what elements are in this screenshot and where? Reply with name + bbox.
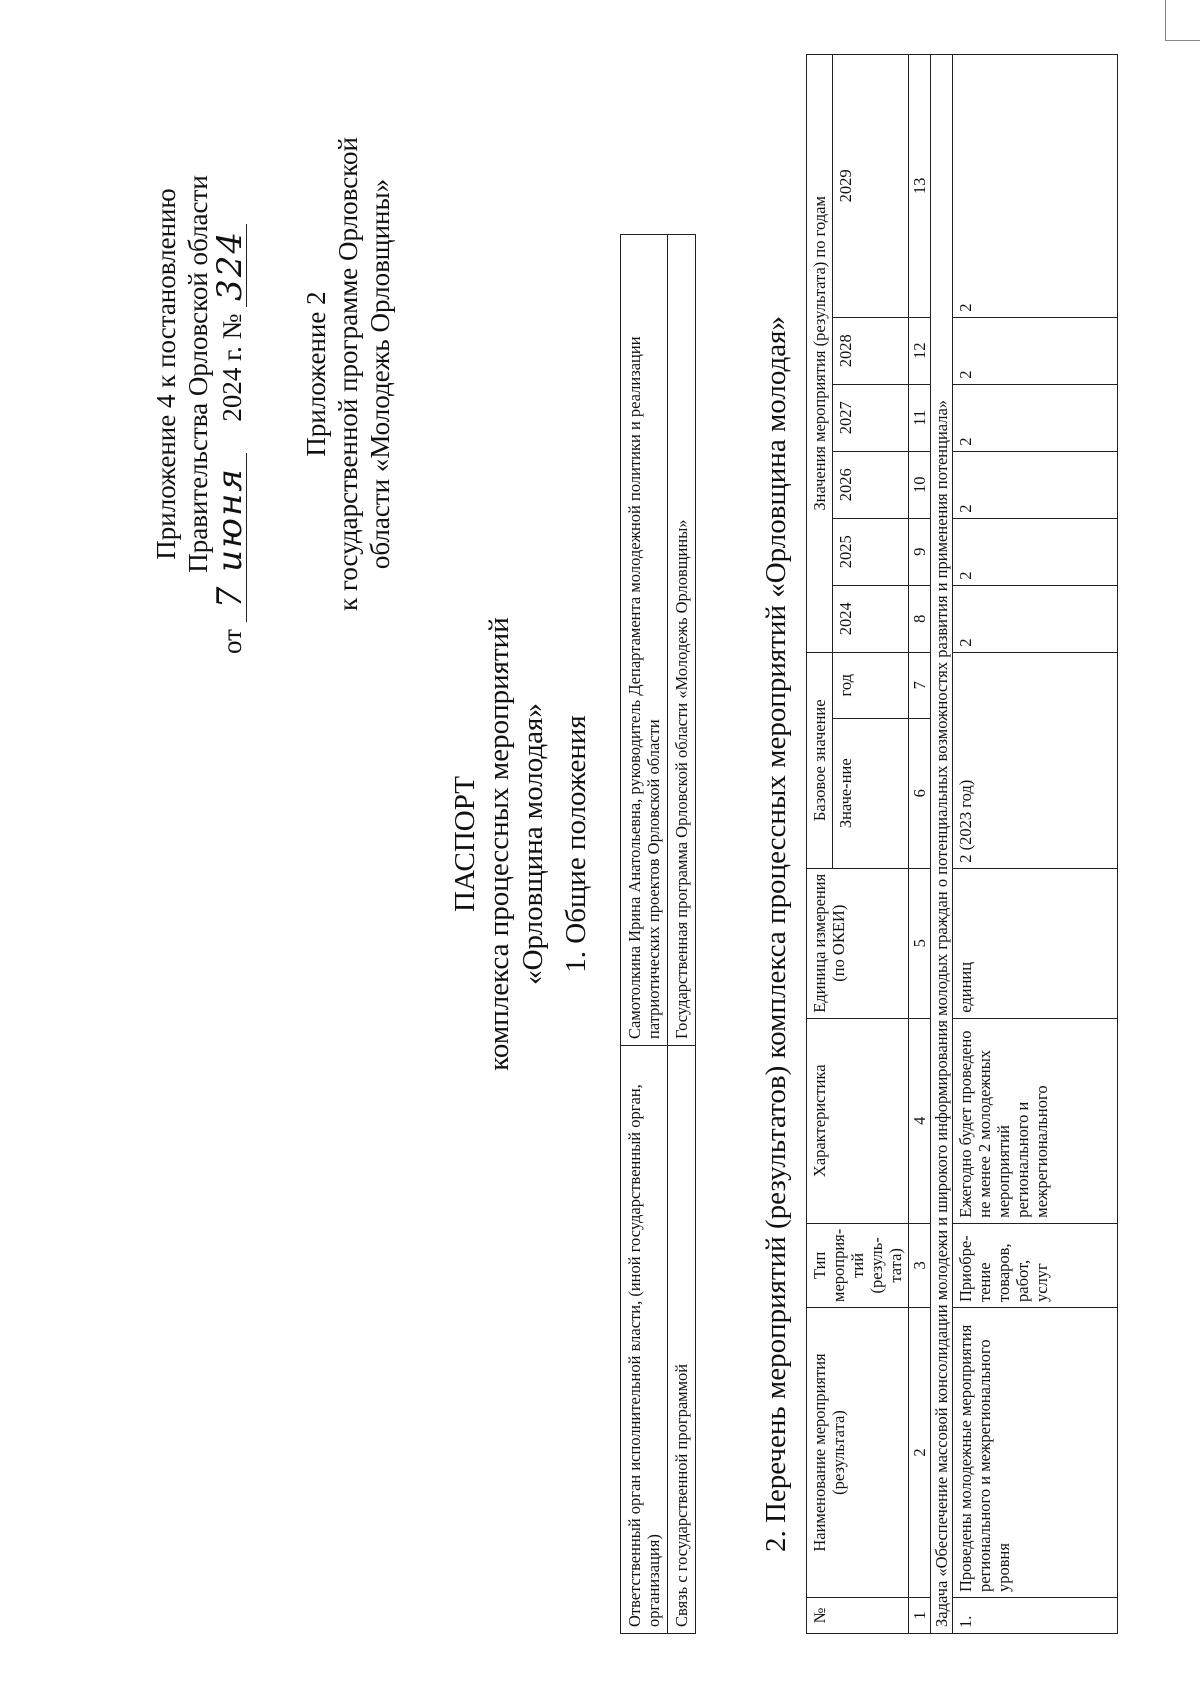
appendix-date-line bbox=[210, 54, 250, 694]
header-row bbox=[807, 55, 833, 1634]
appendix2-line-3: области «Молодежь Орловщины» bbox=[365, 178, 395, 570]
header-year: 2026 bbox=[833, 451, 909, 518]
header-years-group: Значения мероприятия (результата) по годам bbox=[807, 55, 833, 653]
column-number: 5 bbox=[909, 868, 931, 1018]
column-number: 10 bbox=[909, 451, 931, 518]
row-unit: единиц bbox=[953, 868, 1118, 1018]
general-label-cell: Связь с государственной программой bbox=[668, 1046, 696, 1634]
header-year: 2024 bbox=[833, 585, 909, 652]
header-type: Тип мероприя-тий (резуль-тата) bbox=[807, 1223, 909, 1307]
row-value: 2 bbox=[953, 384, 1118, 451]
table-row bbox=[621, 235, 668, 1634]
header-year: 2028 bbox=[833, 317, 909, 384]
row-base-value: 2 (2023 год) bbox=[953, 652, 1118, 868]
row-type: Приобре-тение товаров, работ, услуг bbox=[953, 1223, 1118, 1307]
handwritten-date: 7 июня bbox=[214, 453, 247, 622]
title-line-1: ПАСПОРТ bbox=[449, 776, 481, 912]
title-line-2: комплекса процессных мероприятий bbox=[483, 617, 515, 1071]
appendix2-line-1: Приложение 2 bbox=[301, 291, 331, 457]
row-name: Проведены молодежные мероприятия регионального и межрегионального уровня bbox=[953, 1308, 1118, 1598]
appendix-line-2: Правительства Орловской области bbox=[183, 175, 213, 573]
row-value: 2 bbox=[953, 55, 1118, 318]
date-prefix: от bbox=[217, 629, 247, 654]
row-value: 2 bbox=[953, 585, 1118, 652]
row-value: 2 bbox=[953, 317, 1118, 384]
table-row bbox=[953, 55, 1118, 1634]
general-provisions-table bbox=[620, 234, 696, 1634]
header-base-year: год bbox=[833, 652, 909, 718]
measures-table bbox=[806, 54, 1118, 1634]
header-base: Базовое значение bbox=[807, 652, 833, 868]
year-text: 2024 г. № bbox=[217, 313, 247, 422]
header-num: № bbox=[807, 1598, 909, 1634]
row-num: 1. bbox=[953, 1598, 1118, 1634]
appendix2-header bbox=[300, 44, 396, 704]
title-line-3: «Орловщина молодая» bbox=[517, 703, 549, 985]
section-2-title: 2. Перечень мероприятий (результатов) комплекса процессных мероприятий «Орловщина молодая» bbox=[760, 315, 792, 1553]
header-name: Наименование мероприятия (результата) bbox=[807, 1308, 909, 1598]
general-value-cell: Самотолкина Ирина Анатольевна, руководитель Департамента молодежной политики и реализации патриотических проектов Орловской области bbox=[621, 235, 668, 1046]
column-number: 12 bbox=[909, 317, 931, 384]
general-value-cell: Государственная программа Орловской области «Молодежь Орловщины» bbox=[668, 235, 696, 1046]
column-number: 1 bbox=[909, 1598, 931, 1634]
scan-corner-mark bbox=[1165, 0, 1200, 41]
column-number: 9 bbox=[909, 518, 931, 585]
column-number: 6 bbox=[909, 718, 931, 868]
column-number: 7 bbox=[909, 652, 931, 718]
column-number: 3 bbox=[909, 1223, 931, 1307]
section-1-title: 1. Общие положения bbox=[560, 715, 592, 973]
row-value: 2 bbox=[953, 451, 1118, 518]
general-label-cell: Ответственный орган исполнительной власти, (иной государственный орган, организация) bbox=[621, 1046, 668, 1634]
appendix2-line-2: к государственной программе Орловской bbox=[333, 137, 363, 611]
header-year: 2029 bbox=[833, 55, 909, 318]
header-characteristic: Характеристика bbox=[807, 1018, 909, 1223]
row-characteristic: Ежегодно будет проведено не менее 2 молодежных мероприятий регионального и межрегионального bbox=[953, 1018, 1118, 1223]
column-number: 2 bbox=[909, 1308, 931, 1598]
header-year: 2025 bbox=[833, 518, 909, 585]
appendix-line-1: Приложение 4 к постановлению bbox=[151, 188, 181, 560]
column-number: 8 bbox=[909, 585, 931, 652]
appendix-header bbox=[150, 54, 248, 694]
table-row bbox=[668, 235, 696, 1634]
task-cell: Задача «Обеспечение массовой консолидации молодежи и широкого информирования молодых граждан о потенциальных возможностях развития и применения потенциала» bbox=[931, 55, 953, 1634]
task-row bbox=[931, 55, 953, 1634]
column-number: 4 bbox=[909, 1018, 931, 1223]
column-number: 11 bbox=[909, 384, 931, 451]
row-value: 2 bbox=[953, 518, 1118, 585]
column-number: 13 bbox=[909, 55, 931, 318]
header-unit: Единица измерения (по ОКЕИ) bbox=[807, 868, 909, 1018]
handwritten-number: 324 bbox=[214, 224, 247, 307]
header-year: 2027 bbox=[833, 384, 909, 451]
passport-title bbox=[448, 544, 550, 1144]
column-numbers-row bbox=[909, 55, 931, 1634]
header-base-value: Значе-ние bbox=[833, 718, 909, 868]
